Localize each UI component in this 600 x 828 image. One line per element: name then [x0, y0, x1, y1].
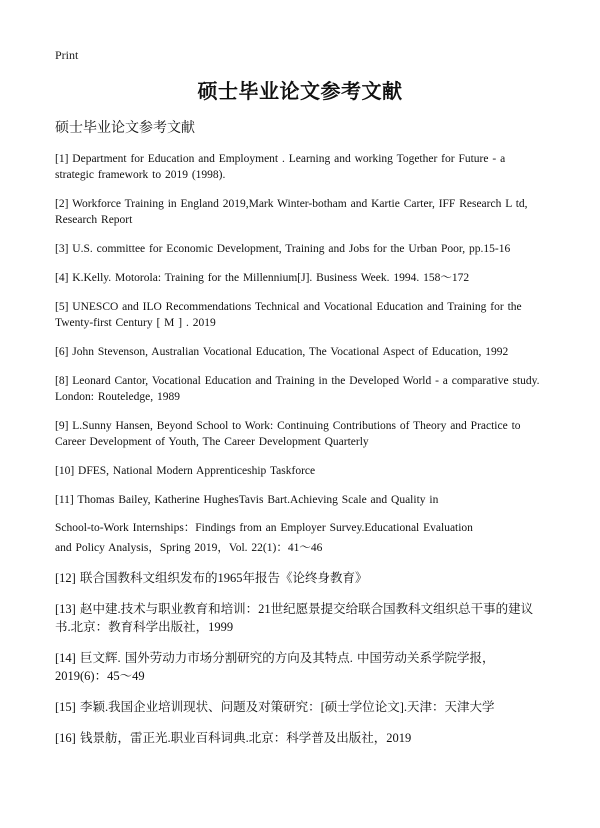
reference-item — [55, 492, 540, 556]
reference-item: [16] 钱景舫，雷正光.职业百科词典.北京：科学普及出版社，2019 — [55, 731, 412, 745]
reference-item: [9] L.Sunny Hansen, Beyond School to Work: Continuing Contributions of Theory and Practice to Career Development of Youth, The Career Development Quarterly — [55, 420, 521, 448]
reference-line: School-to-Work Internships：Findings from an Employer Survey.Educational Evaluation — [55, 522, 473, 534]
reference-line: [11] Thomas Bailey, Katherine HughesTavis Bart.Achieving Scale and Quality in — [55, 494, 439, 506]
reference-item: [8] Leonard Cantor, Vocational Education and Training in the Developed World - a comparative study. London: Routeledge, 1989 — [55, 375, 540, 403]
reference-item: [2] Workforce Training in England 2019,Mark Winter-botham and Kartie Carter, IFF Research L td, Research Report — [55, 198, 528, 226]
reference-item: [6] John Stevenson, Australian Vocational Education, The Vocational Aspect of Education, 1992 — [55, 346, 509, 358]
reference-line: and Policy Analysis，Spring 2019，Vol. 22(1)：41～46 — [55, 542, 323, 554]
reference-item: [15] 李颖.我国企业培训现状、问题及对策研究：[硕士学位论文].天津：天津大学 — [55, 700, 495, 714]
reference-item: [13] 赵中建.技术与职业教育和培训：21世纪愿景提交给联合国教科文组织总干事的建议书.北京：教育科学出版社，1999 — [55, 602, 534, 634]
reference-item: [1] Department for Education and Employment . Learning and working Together for Future - a strategic framework to 2019 (1998). — [55, 153, 506, 181]
reference-item: [10] DFES, National Modern Apprenticeship Taskforce — [55, 465, 316, 477]
reference-item: [14] 巨文辉. 国外劳动力市场分割研究的方向及其特点. 中国劳动关系学院学报，2019(6)：45～49 — [55, 651, 495, 683]
reference-item: [3] U.S. committee for Economic Development, Training and Jobs for the Urban Poor, pp.15-16 — [55, 243, 511, 255]
section-heading: 硕士毕业论文参考文献 — [55, 121, 195, 136]
reference-list — [55, 151, 540, 760]
page-title: 硕士毕业论文参考文献 — [197, 81, 403, 103]
reference-item: [12] 联合国教科文组织发布的1965年报告《论终身教育》 — [55, 571, 368, 585]
print-link[interactable]: Print — [55, 48, 79, 62]
reference-item: [4] K.Kelly. Motorola: Training for the Millennium[J]. Business Week. 1994. 158～172 — [55, 272, 470, 284]
reference-item: [5] UNESCO and ILO Recommendations Technical and Vocational Education and Training for the Twenty-first Century [ M ] . 2019 — [55, 301, 522, 329]
